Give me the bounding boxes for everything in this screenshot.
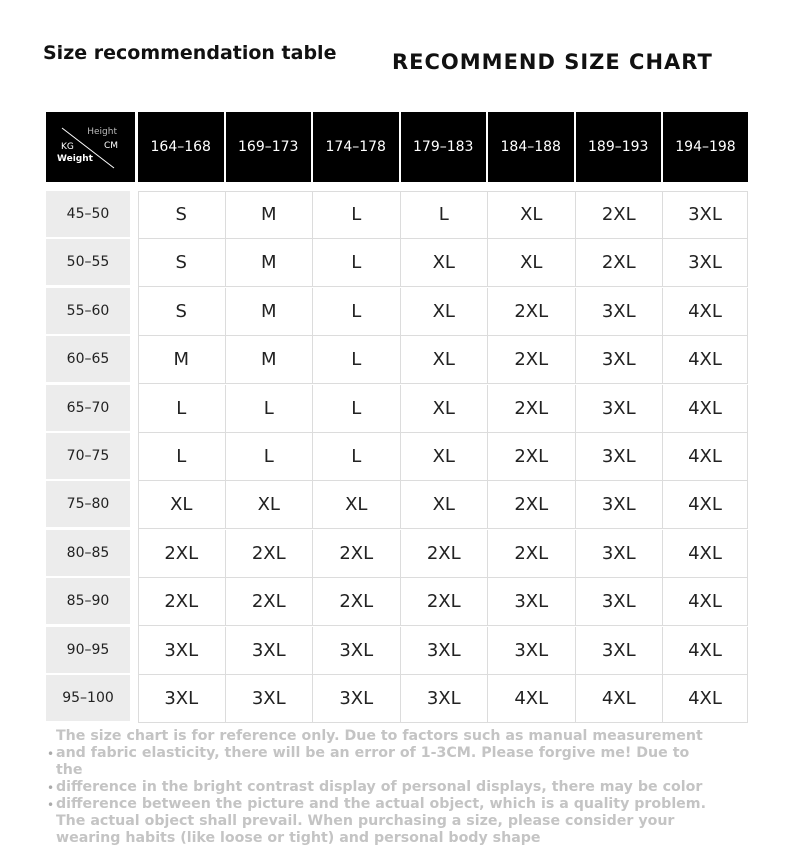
size-cell: XL bbox=[401, 385, 489, 433]
size-cell: 2XL bbox=[488, 433, 576, 481]
size-cell: 3XL bbox=[663, 239, 748, 287]
size-cell: 3XL bbox=[576, 385, 664, 433]
size-cell: 3XL bbox=[226, 675, 314, 723]
size-cell: 2XL bbox=[488, 481, 576, 529]
height-header: 194–198 bbox=[663, 112, 748, 182]
bullet-icon: • bbox=[47, 747, 55, 761]
size-cell: L bbox=[226, 433, 314, 481]
weight-axis-label: Weight bbox=[57, 154, 93, 164]
size-cell: L bbox=[313, 433, 401, 481]
table-row bbox=[46, 385, 748, 433]
page-title: Size recommendation table bbox=[43, 42, 337, 64]
table-row bbox=[46, 239, 748, 287]
weight-cell: 80–85 bbox=[46, 530, 130, 576]
disclaimer-note bbox=[56, 728, 716, 847]
size-cell: XL bbox=[401, 433, 489, 481]
size-cell: 2XL bbox=[401, 578, 489, 626]
size-cell: XL bbox=[401, 481, 489, 529]
size-cell: 3XL bbox=[488, 627, 576, 675]
cm-unit-label: CM bbox=[103, 141, 118, 151]
size-cell: XL bbox=[488, 239, 576, 287]
size-cell: 3XL bbox=[663, 191, 748, 239]
note-line: difference between the picture and the actual object, which is a quality problem. bbox=[56, 796, 706, 812]
size-cell: L bbox=[313, 191, 401, 239]
note-line: difference in the bright contrast display of personal displays, there may be color bbox=[56, 779, 703, 795]
size-cell: L bbox=[138, 385, 226, 433]
table-row bbox=[46, 288, 748, 336]
table-row bbox=[46, 191, 748, 239]
size-cell: L bbox=[313, 385, 401, 433]
size-cell: M bbox=[226, 191, 314, 239]
table-row bbox=[46, 336, 748, 384]
size-cell: 4XL bbox=[576, 675, 664, 723]
note-line: The actual object shall prevail. When purchasing a size, please consider your bbox=[56, 813, 675, 829]
height-header: 169–173 bbox=[226, 112, 312, 182]
weight-cell: 55–60 bbox=[46, 288, 130, 334]
table-row bbox=[46, 481, 748, 529]
note-line: wearing habits (like loose or tight) and personal body shape bbox=[56, 830, 541, 846]
weight-cell: 95–100 bbox=[46, 675, 130, 721]
size-rows bbox=[46, 191, 748, 723]
size-cell: 3XL bbox=[576, 578, 664, 626]
size-cell: 4XL bbox=[488, 675, 576, 723]
size-cell: 2XL bbox=[576, 191, 664, 239]
weight-cell: 65–70 bbox=[46, 385, 130, 431]
size-cell: 3XL bbox=[576, 627, 664, 675]
size-cell: M bbox=[226, 239, 314, 287]
size-cell: 3XL bbox=[576, 288, 664, 336]
height-header: 184–188 bbox=[488, 112, 574, 182]
size-cell: 2XL bbox=[138, 578, 226, 626]
height-axis-label: Height bbox=[87, 127, 117, 137]
size-cell: 3XL bbox=[576, 530, 664, 578]
size-cell: 2XL bbox=[488, 288, 576, 336]
size-cell: M bbox=[226, 336, 314, 384]
weight-cell: 90–95 bbox=[46, 627, 130, 673]
size-cell: 4XL bbox=[663, 336, 748, 384]
size-cell: L bbox=[313, 288, 401, 336]
table-row bbox=[46, 578, 748, 626]
size-cell: 2XL bbox=[576, 239, 664, 287]
size-cell: 3XL bbox=[401, 627, 489, 675]
size-cell: L bbox=[401, 191, 489, 239]
size-cell: 3XL bbox=[488, 578, 576, 626]
diagonal-divider bbox=[46, 112, 135, 182]
size-cell: 3XL bbox=[401, 675, 489, 723]
weight-cell: 60–65 bbox=[46, 336, 130, 382]
size-cell: 2XL bbox=[226, 578, 314, 626]
kg-unit-label: KG bbox=[61, 142, 74, 152]
size-cell: S bbox=[138, 191, 226, 239]
size-cell: 4XL bbox=[663, 288, 748, 336]
size-cell: 4XL bbox=[663, 578, 748, 626]
chart-title: RECOMMEND SIZE CHART bbox=[392, 50, 713, 74]
size-cell: L bbox=[313, 336, 401, 384]
height-header: 179–183 bbox=[401, 112, 487, 182]
size-cell: XL bbox=[488, 191, 576, 239]
height-header: 164–168 bbox=[138, 112, 224, 182]
size-chart-table bbox=[46, 112, 748, 723]
size-cell: 3XL bbox=[313, 675, 401, 723]
size-cell: XL bbox=[313, 481, 401, 529]
size-cell: S bbox=[138, 288, 226, 336]
size-cell: L bbox=[226, 385, 314, 433]
size-cell: M bbox=[138, 336, 226, 384]
size-cell: 2XL bbox=[488, 336, 576, 384]
size-cell: 4XL bbox=[663, 481, 748, 529]
size-cell: 3XL bbox=[138, 627, 226, 675]
size-cell: S bbox=[138, 239, 226, 287]
height-header: 174–178 bbox=[313, 112, 399, 182]
weight-cell: 70–75 bbox=[46, 433, 130, 479]
size-cell: XL bbox=[138, 481, 226, 529]
size-cell: 4XL bbox=[663, 627, 748, 675]
size-cell: 2XL bbox=[313, 530, 401, 578]
size-cell: L bbox=[138, 433, 226, 481]
weight-cell: 75–80 bbox=[46, 481, 130, 527]
size-cell: 2XL bbox=[313, 578, 401, 626]
table-row bbox=[46, 530, 748, 578]
size-cell: 4XL bbox=[663, 530, 748, 578]
corner-cell bbox=[46, 112, 135, 182]
height-header: 189–193 bbox=[576, 112, 662, 182]
note-line: and fabric elasticity, there will be an error of 1-3CM. Please forgive me! Due to the bbox=[56, 745, 690, 778]
size-cell: 3XL bbox=[576, 481, 664, 529]
weight-cell: 45–50 bbox=[46, 191, 130, 237]
size-cell: XL bbox=[401, 239, 489, 287]
size-cell: 4XL bbox=[663, 385, 748, 433]
header-row bbox=[46, 112, 748, 182]
size-cell: 2XL bbox=[138, 530, 226, 578]
size-cell: XL bbox=[401, 288, 489, 336]
size-cell: 2XL bbox=[401, 530, 489, 578]
weight-cell: 50–55 bbox=[46, 239, 130, 285]
table-row bbox=[46, 627, 748, 675]
size-cell: 4XL bbox=[663, 433, 748, 481]
bullet-icon: • bbox=[47, 798, 55, 812]
size-cell: XL bbox=[401, 336, 489, 384]
weight-cell: 85–90 bbox=[46, 578, 130, 624]
note-line: The size chart is for reference only. Due to factors such as manual measurement bbox=[56, 728, 703, 744]
size-cell: 3XL bbox=[138, 675, 226, 723]
size-cell: XL bbox=[226, 481, 314, 529]
size-cell: 3XL bbox=[576, 433, 664, 481]
size-cell: 3XL bbox=[576, 336, 664, 384]
bullet-icon: • bbox=[47, 781, 55, 795]
size-cell: 2XL bbox=[488, 530, 576, 578]
size-cell: 2XL bbox=[488, 385, 576, 433]
size-cell: 3XL bbox=[313, 627, 401, 675]
size-cell: 4XL bbox=[663, 675, 748, 723]
size-cell: L bbox=[313, 239, 401, 287]
table-row bbox=[46, 433, 748, 481]
size-cell: M bbox=[226, 288, 314, 336]
table-row bbox=[46, 675, 748, 723]
size-cell: 3XL bbox=[226, 627, 314, 675]
size-cell: 2XL bbox=[226, 530, 314, 578]
